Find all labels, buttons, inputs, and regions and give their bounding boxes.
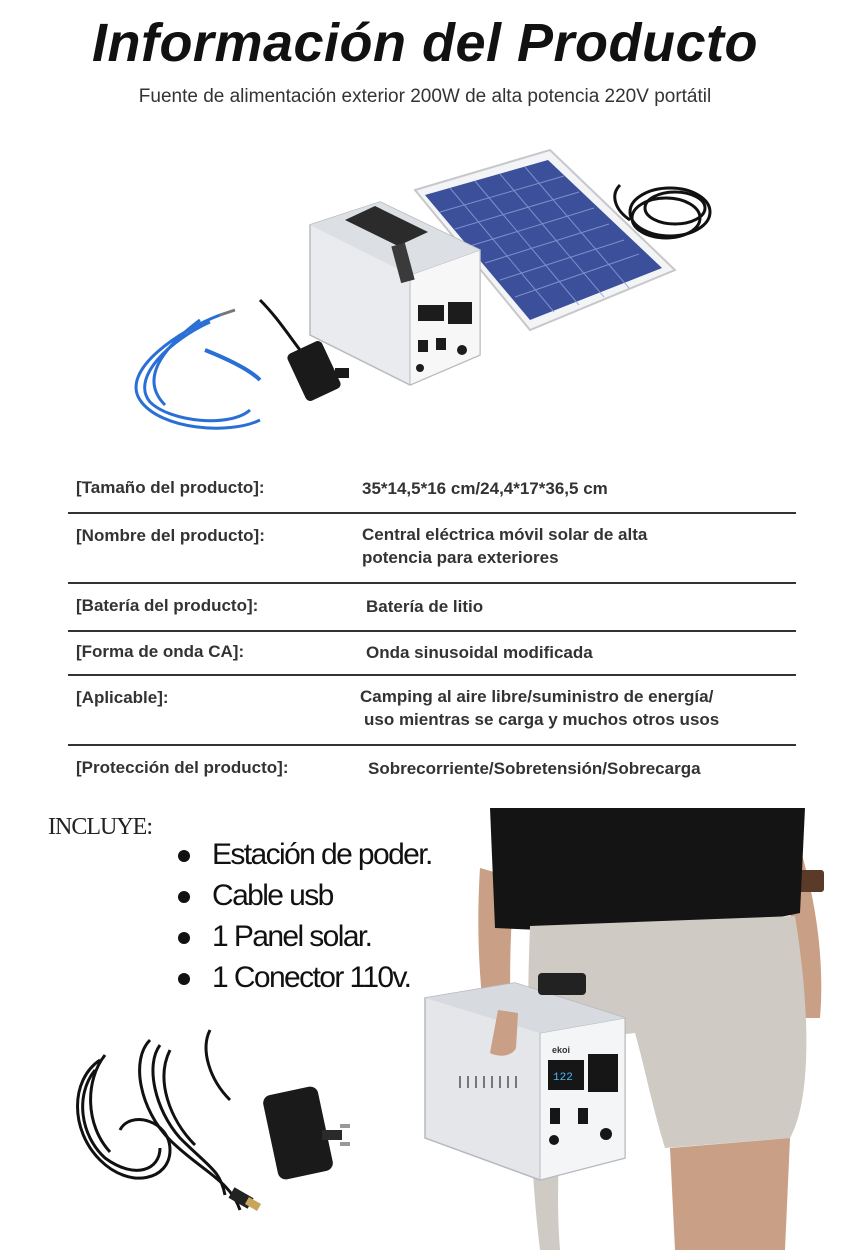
spec-value: Sobrecorriente/Sobretensión/Sobrecarga [368, 759, 701, 778]
spec-value-line1: Central eléctrica móvil solar de alta [362, 525, 648, 544]
person-holding-station-photo [420, 808, 850, 1250]
spec-row-waveform [68, 632, 796, 676]
coiled-cable-icon [78, 1030, 241, 1210]
list-item [178, 834, 432, 875]
spec-row-name [68, 514, 796, 584]
spec-value-line2: potencia para exteriores [362, 548, 559, 567]
include-item-text: Estación de poder. [212, 838, 432, 871]
page-subtitle: Fuente de alimentación exterior 200W de alta potencia 220V portátil [138, 86, 712, 107]
usb-plug-icon [228, 1187, 261, 1211]
usb-cable-icon [136, 310, 260, 428]
bullet-icon [178, 973, 190, 985]
spec-label: [Tamaño del producto]: [76, 478, 265, 497]
spec-table [68, 466, 796, 792]
bullet-icon [178, 932, 190, 944]
spec-row-protection [68, 746, 796, 792]
includes-list [178, 834, 432, 998]
bullet-icon [178, 850, 190, 862]
spec-label: [Batería del producto]: [76, 596, 259, 615]
brand-logo: ekoi [552, 1045, 571, 1055]
list-item [178, 957, 432, 998]
include-item-text: 1 Conector 110v. [212, 961, 411, 994]
leg-icon [670, 1138, 790, 1250]
product-kit-illustration [110, 140, 730, 450]
spec-value: Batería de litio [366, 597, 484, 616]
spec-value: Onda sinusoidal modificada [366, 643, 593, 662]
spec-label: [Aplicable]: [76, 688, 169, 707]
bullet-icon [178, 891, 190, 903]
list-item [178, 875, 432, 916]
spec-value-line1: Camping al aire libre/suministro de energía/ [360, 687, 714, 706]
include-item-text: Cable usb [212, 879, 333, 912]
spec-row-battery [68, 584, 796, 632]
cables-adapter-photo [60, 1020, 360, 1220]
wall-adapter-icon [262, 1085, 350, 1181]
spec-value: 35*14,5*16 cm/24,4*17*36,5 cm [362, 479, 608, 498]
includes-label: INCLUYE: [48, 814, 152, 840]
page-title: Información del Producto [91, 13, 759, 73]
spec-label: [Nombre del producto]: [76, 526, 265, 545]
spec-row-applicable [68, 676, 796, 746]
spec-label: [Forma de onda CA]: [76, 642, 245, 661]
list-item [178, 916, 432, 957]
spec-label: [Protección del producto]: [76, 758, 289, 777]
display-reading: 122 [553, 1072, 573, 1084]
spec-value-line2: uso mientras se carga y muchos otros usos [364, 710, 720, 729]
include-item-text: 1 Panel solar. [212, 920, 372, 953]
spec-row-size [68, 466, 796, 514]
shirt-icon [490, 808, 805, 931]
